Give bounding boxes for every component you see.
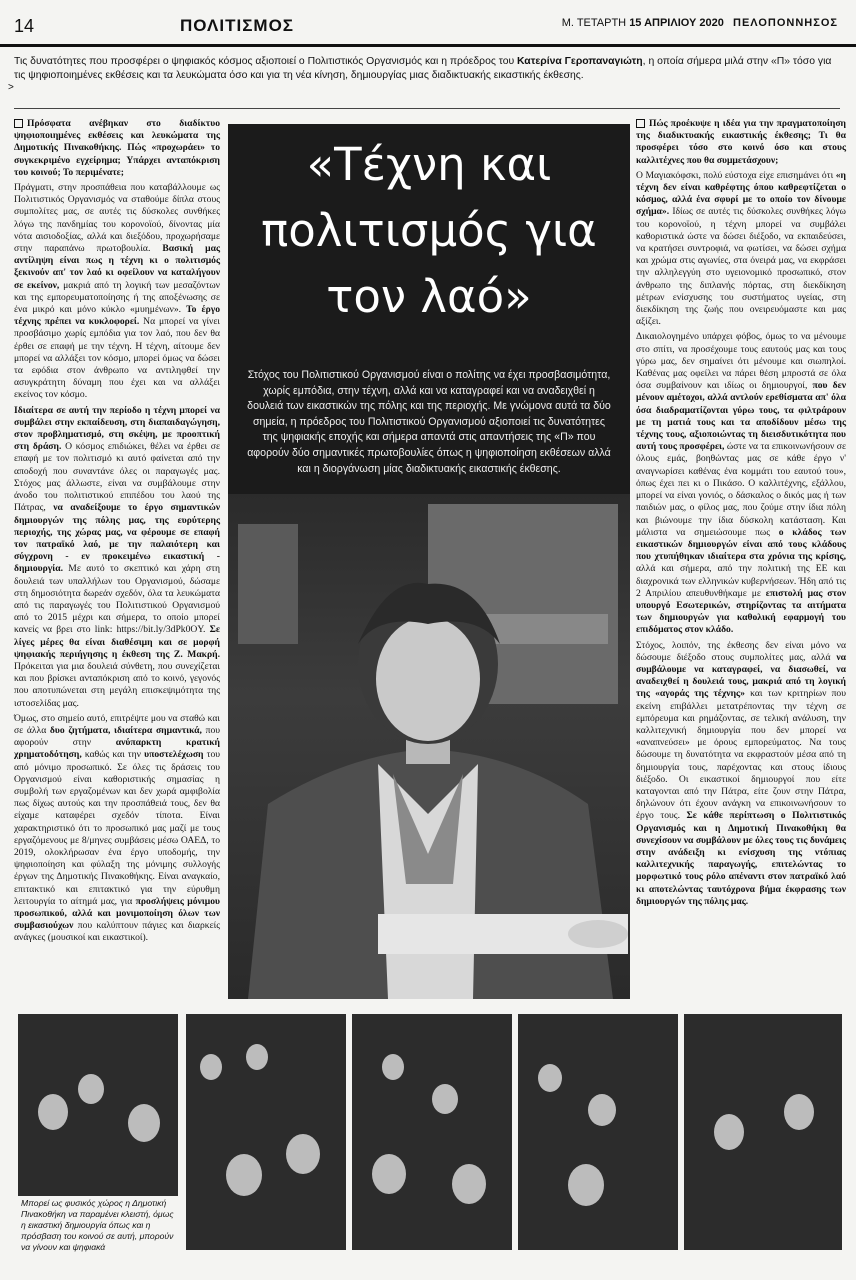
continuation-mark: > [8, 82, 14, 93]
question-2: Πώς προέκυψε η ιδέα για την πραγματοποίηση της διαδικτυακής εικαστικής έκθεσης; Τι θα προσφέρει τόσο στο κοινό όσο και στους καλλιτέχνες που θα συμμετάσχουν; [636, 118, 846, 166]
headline: «Τέχνη και πολιτισμός για τον λαό» [261, 138, 597, 323]
date-prefix: Μ. ΤΕΤΑΡΤΗ [561, 17, 627, 29]
answer-paragraph: Ο Μαγιακόφσκι, πολύ εύστοχα είχε επισημάνει ότι «η τέχνη δεν είναι καθρέφτης όπου καθρεφτίζεται ο κόσμος, αλλά ένα σφυρί με το οποίο τον δίνουμε σχήμα». Ιδίως σε αυτές τις δύσκολες συνθήκες λόγω του κορονοϊού, η τέχνη μπορεί να συμβάλει καθοριστικά ώστε να δώσει διέξοδο, να εκπαιδεύσει, να κρατήσει συντροφιά, να φωτίσει, να δώσει σχήμα και χρώμα στις αγωνίες, στα όνειρά μας, να εκφράσει την αλληλεγγύη στο υγειονομικό προσωπικό, στον άνθρωπο της διπλανής πόρτας, στη διεκδίκηση μέτρων ενίσχυσης του συστήματος υγείας, στη διεκδίκηση της ζωής που ονειρευόμαστε και μας αξίζει. [636, 169, 846, 328]
gallery-photo-4 [518, 1014, 678, 1250]
answer-paragraph: Πράγματι, στην προσπάθεια που καταβάλλουμε ως Πολιτιστικός Οργανισμός να σταθούμε δίπλα στους συμπολίτες μας, σε αυτές τις δύσκολες συνθήκες λόγω της πανδημίας του κορονοϊού, δίνοντας μία νότα αισιοδοξίας, αλλά και διεξόδου, προχωρήσαμε στην παραπάνω πρωτοβουλία. Βασική μας αντίληψη είναι πως η τέχνη κι ο πολιτισμός ξεκινούν απ' τον λαό κι οφείλουν να καταλήγουν σε εκείνον, μακριά από τη λογική των μεσαζόντων και της εμπορευματοποίησης ή της αποξένωσης σε ένα μικρό και μόνο κύκλο «μυημένων». Το έργο τέχνης πρέπει να κυκλοφορεί. Να μπορεί να γίνει προσβάσιμο χωρίς εμπόδια για τον λαό, που δεν θα έρθει σε επαφή με την τέχνη. Η τέχνη, αίτουμε δεν μπορεί να αλλάξει τον κόσμο, μπορεί όμως να δώσει τα εφόδια στον άνθρωπο να αντιληφθεί την ασυγκράτητη δύναμη που έχει και να αλλάξει εκείνος τον κόσμο. [14, 182, 220, 401]
answer-paragraph: Όμως, στο σημείο αυτό, επιτρέψτε μου να σταθώ και σε άλλα δυο ζητήματα, ιδιαίτερα σημαντικά, που αφορούν στην ανύπαρκτη κρατική χρηματοδότηση, καθώς και την υποστελέχωση του από μόνιμο προσωπικό. Σε όλες τις δράσεις του Οργανισμού είναι καθοριστικής σημασίας η συμβολή των εργαζομένων και δεν χωρά αμφιβολία πως δίχως αυτούς και την προσπάθειά τους, δεν θα είχαμε καταφέρει σχεδόν τίποτα. Είναι χαρακτηριστικό ότι το προσωπικό μας μαζί με τους εργαζόμενους με 8/μηνες συμβάσεις μέσω ΟΑΕΔ, το 2019, ολοκλήρωσαν ένα έργο υποδομής, την ψηφιοποίηση και φύλαξη της μόνιμης συλλογής έργων της Δημοτικής Πινακοθήκης. Είναι αναγκαίο, επιτακτικό και επιτακτικό για την εύρυθμη λειτουργία το αίτημά μας, για προσλήψεις μόνιμου προσωπικού, αλλά και μονιμοποίηση όλων των συμβασιούχων που καλύπτουν πάγιες και διαρκείς ανάγκες (μουσικοί και εικαστικοί). [14, 712, 220, 944]
column-right [636, 118, 846, 911]
interviewee-name: Κατερίνα Γεροπαναγιώτη [517, 56, 643, 67]
column-left [14, 118, 220, 948]
gallery-photo-5 [684, 1014, 842, 1250]
feature-photo-panel [228, 124, 630, 999]
dateline [562, 17, 838, 29]
subheadline: Στόχος του Πολιτιστικού Οργανισμού είναι ο πολίτης να έχει προσβασιμότητα, χωρίς εμπόδια, στην τέχνη, αλλά και να καταγραφεί και να αναδειχθεί η δουλειά των εικαστικών της πόλης και της περιοχής. Με γνώμονα αυτά τα δύο σημεία, η πρόεδρος του Πολιτιστικού Οργανισμού αξιοποιεί τις δυνατότητες της ψηφιακής εποχής και σήμερα απαντά στις απαντήσεις της «Π» που αφορούν δύο σημαντικές πρωτοβουλίες όπως η ψηφιοποίηση εκθέσεων αλλά και η διοργάνωση μίας διαδικτυακής εικαστικής έκθεσης. [247, 369, 611, 475]
bullet-box-icon [636, 119, 645, 128]
answer-paragraph: Στόχος, λοιπόν, της έκθεσης δεν είναι μόνο να δώσουμε διέξοδο στους συμπολίτες μας, αλλά να συμβάλουμε να καταγραφεί, να διασωθεί, να αναδειχθεί η δουλειά τους, μακριά από τη λογική της «αγοράς της τέχνης» και των κριτηρίων που εκείνη επιβάλλει μετατρέποντας την τέχνη σε εμπόρευμα και ρημάζοντας, σε τελική ανάλυση, την καλλιτεχνική δημιουργία που δεν μπορεί να «αναπνεύσει» με όρους εμπορεύματος. Να τους δώσουμε τη δυνατότητα να εκφραστούν μέσα από τη δημιουργία τους, παρέχοντας και στους ίδιους διέξοδο. Οι εικαστικοί δημιουργοί που είτε καταγονται από την Πάτρα, είτε ζουν στην Πάτρα, δηλώνουν ότι έχουν ανάγκη να επικοινωνήσουν το έργο τους. Σε κάθε περίπτωση ο Πολιτιστικός Οργανισμός και η Δημοτική Πινακοθήκη θα συνεχίσουν να συμβάλουν με όλες τους τις δυνάμεις στην ανάδειξη κι ενίσχυση της ντόπιας καλλιτεχνικής παραγωγής, επιτελώντας το μορφωτικό τους ρόλο απέναντι στον πατραϊκό λαό κι αποτελώντας ταυτόχρονα βήμα έκφρασης των δημιουργών της πόλης μας. [636, 639, 846, 907]
gallery-photo-3 [352, 1014, 512, 1250]
section-title: ΠΟΛΙΤΙΣΜΟΣ [180, 16, 295, 35]
page-number: 14 [14, 16, 35, 36]
bullet-box-icon [14, 119, 23, 128]
answer-paragraph: Ιδιαίτερα σε αυτή την περίοδο η τέχνη μπορεί να συμβάλει στην εκπαίδευση, στη διαπαιδαγώγηση, στον προβληματισμό, στη σκέψη, με προοπτική στη δράση. Ο κόσμος επιδιώκει, θέλει να έρθει σε επαφή με τον πολιτισμό κι αυτό φαίνεται από την αποδοχή που συναντάνε όλες οι παραγωγές μας. Στόχος μας άλλωστε, είναι να συμβάλουμε στην άνοδο του πολιτιστικού επιπέδου του λαού της Πάτρας, να αναδείξουμε το έργο σημαντικών δημιουργών της πόλης μας, της ευρύτερης περιοχής, της χώρας μας, να φέρουμε σε επαφή τον πατραϊκό λαό, με την παλαιότερη και σύγχρονη - εν προκειμένω εικαστική - δημιουργία. Με αυτό το σκεπτικό και χάρη στη δουλειά των υπαλλήλων του Οργανισμού, δώσαμε στη δημοσιότητα δωρεάν σχεδόν, όλα τα λευκώματα από τις παραγωγές του Πολιτιστικού Οργανισμού από το 2015 μέχρι και σήμερα, το οποίο μπορεί κανείς να βρει στο link: https://bit.ly/3dPk0OY. Σε λίγες μέρες θα είναι διαθέσιμη και σε μορφή ψηφιακής περιήγησης η έκθεση της Ζ. Μακρή. Πρόκειται για μια δουλειά σύνθετη, που συνεχίζεται και που βρίσκει ανταπόκριση από το κοινό, γεγονός που αποτυπώνεται στη μεγάλη επισκεψιμότητα της ιστοσελίδας μας. [14, 404, 220, 709]
gallery-photo-2 [186, 1014, 346, 1250]
answer-paragraph: Δικαιολογημένο υπάρχει φόβος, όμως το να μένουμε στο σπίτι, να προσέχουμε τους εαυτούς μας και τους γύρω μας, δεν σημαίνει ότι μένουμε και σιωπηλοί. Καθένας μας οφείλει να πάρει θέση μπροστά σε όλα όσα συμβαίνουν και ιδίως οι δημιουργοί, που δεν μένουν αμέτοχοι, αλλά αντλούν ερεθίσματα απ' όλα όσα διαδραματίζονται γύρω τους, τα φιλτράρουν με τη ματιά τους και τα αποδίδουν μέσω της τέχνης τους, αξιοποιώντας τη διεισδυτικότητα που αυτή τους προσφέρει, ώστε να τα επικοινωνήσουν σε όλους εμάς, βοηθώντας μας σε κάθε έργο ν' αναγνωρίσει καθένας ένα κομμάτι του εαυτού του», όπως έχει πει κι ο Πικάσο. Ο καλλιτέχνης, εξάλλου, μπορεί να είναι γονιός, ο δάσκαλος ο δικός μας ή των παιδιών μας, ο φίλος μας, που ζούμε στην ίδια πόλη και βιώνουμε την ίδια δύσκολη κατάσταση. Και μάλιστα να σημειώσουμε πως ο κλάδος των εικαστικών δημιουργών είναι από τους κλάδους που χτυπήθηκαν ιδιαίτερα στα χρόνια της κρίσης, αλλά και σήμερα, από την πολιτική της ΕΕ και διαχρονικά των ελληνικών κυβερνήσεων. Ήδη από τις 2 Απριλίου απευθυνθήκαμε με επιστολή μας στον υπουργό Εσωτερικών, στηρίζοντας τα αιτήματα των δημιουργών για καθολική εφαρμογή του επιδόματος στον κλάδο. [636, 331, 847, 636]
question-1: Πρόσφατα ανέβηκαν στο διαδίκτυο ψηφιοποιημένες εκθέσεις και λευκώματα της Δημοτικής Πινακοθήκης. Πώς «προχωράει» το συγκεκριμένο εγχείρημα; Υπάρχει ανταπόκριση του κοινού; Το περιμένατε; [14, 118, 220, 178]
photo-caption: Μπορεί ως φυσικός χώρος η Δημοτική Πινακοθήκη να παραμένει κλειστή, όμως η εικαστική δημιουργία όπως και η πρόσβαση του κοινού σε αυτή, μπορούν να γίνουν και ψηφιακά [18, 1196, 182, 1255]
divider [14, 108, 840, 109]
lead-paragraph: Τις δυνατότητες που προσφέρει ο ψηφιακός κόσμος αξιοποιεί ο Πολιτιστικός Οργανισμός και η πρόεδρος του Κατερίνα Γεροπαναγιώτη, η οποία σήμερα μιλά στην «Π» τόσο για τις ψηφιοποιημένες εκθέσεις και τα λευκώματα όσο και για τη νέα κίνηση, δημιουργίας μιας διαδικτυακής εικαστικής έκθεσης. [14, 56, 832, 81]
date: 15 ΑΠΡΙΛΙΟΥ 2020 [629, 17, 724, 29]
interviewee-photo [228, 554, 630, 999]
newspaper-name: ΠΕΛΟΠΟΝΝΗΣΟΣ [733, 17, 838, 29]
page-header [0, 0, 856, 47]
